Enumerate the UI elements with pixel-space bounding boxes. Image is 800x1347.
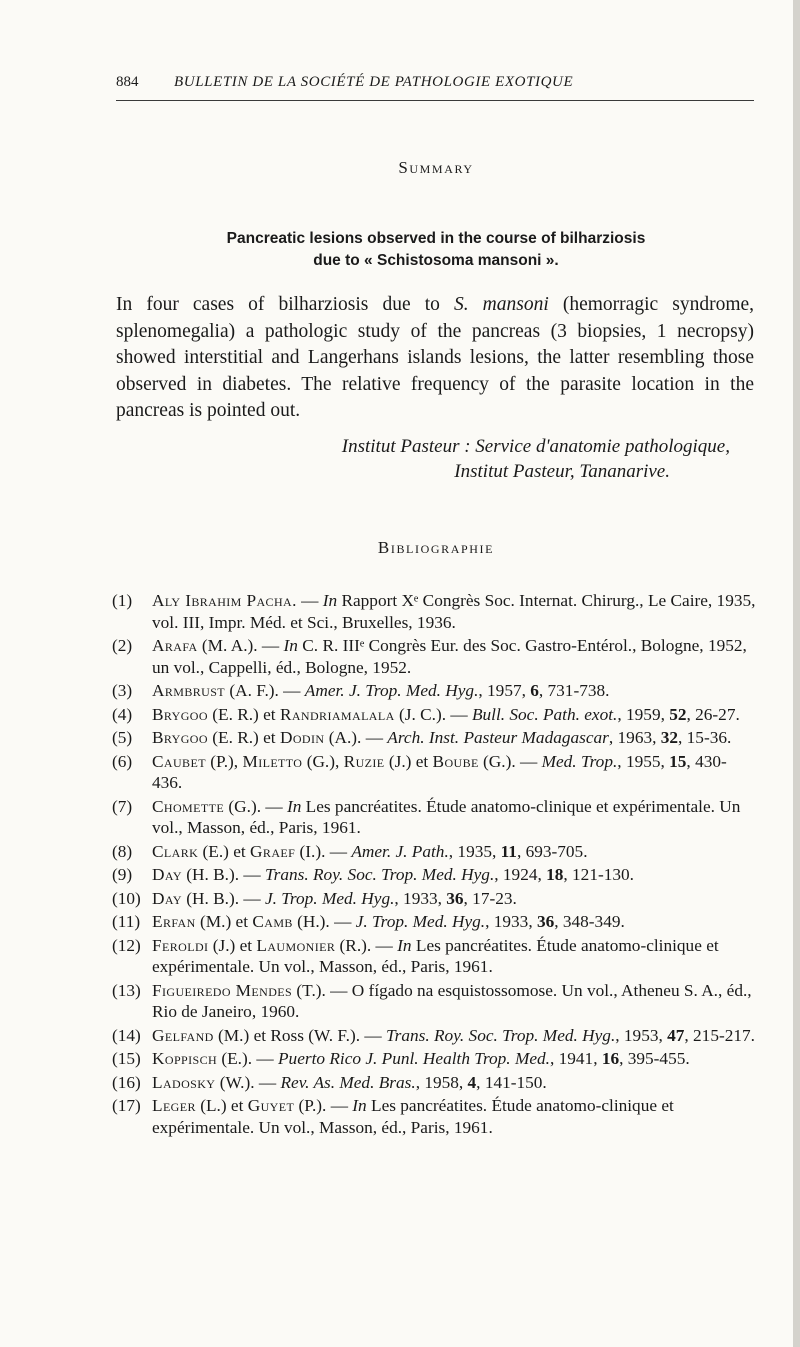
- ref-text: (P.). —: [294, 1096, 353, 1115]
- ref-text: , 121-130.: [563, 865, 634, 884]
- reference-item: [112, 680, 756, 702]
- ref-author: Ruzie: [343, 751, 385, 771]
- ref-text: (H. B.). —: [181, 865, 265, 884]
- ref-journal: Bull. Soc. Path. exot.: [471, 704, 618, 724]
- reference-item: [112, 888, 756, 910]
- affiliation: [116, 434, 754, 484]
- ref-text: , 1955,: [617, 751, 670, 771]
- ref-text: , 15-36.: [678, 728, 732, 747]
- ref-text: , 430-436.: [152, 751, 727, 792]
- reference-number: (6): [112, 751, 133, 771]
- ref-volume: 36: [446, 888, 464, 908]
- ref-text: (R.). —: [335, 935, 398, 955]
- ref-author: Brygoo: [152, 728, 208, 747]
- ref-text: , 141-150.: [476, 1072, 547, 1092]
- ref-journal: Amer. J. Path.: [351, 841, 449, 861]
- ref-volume: 6: [530, 681, 539, 700]
- ref-text: , 348-349.: [554, 912, 625, 931]
- reference-number: (13): [112, 980, 141, 1000]
- ref-text: Les pancréatites. Étude anatomo-clinique et expérimentale. Un vol., Masson, éd., Paris, 1961.: [152, 935, 719, 976]
- ref-journal: Rev. As. Med. Bras.: [280, 1072, 416, 1092]
- ref-volume: 16: [601, 1049, 620, 1068]
- ref-text: Les pancréatites. Étude anatomo-clinique et expérimentale. Un vol., Masson, éd., Paris, 1961.: [152, 796, 741, 837]
- reference-number: (10): [112, 888, 141, 908]
- ref-text: , 1959,: [617, 704, 670, 724]
- ref-volume: 11: [500, 841, 517, 861]
- ref-text: , 1957,: [478, 681, 531, 700]
- ref-author: Guyet: [247, 1096, 295, 1115]
- reference-number: (1): [112, 591, 133, 610]
- ref-author: Brygoo: [152, 704, 208, 724]
- ref-text: (J.) et: [384, 751, 433, 771]
- page-number: 884: [116, 74, 139, 90]
- ref-author: Camb: [252, 912, 293, 931]
- ref-text: , 395-455.: [619, 1049, 690, 1068]
- reference-number: (8): [112, 841, 133, 861]
- ref-text: , 731-738.: [538, 681, 610, 700]
- reference-item: [112, 704, 756, 726]
- ref-text: (E.) et: [198, 841, 251, 861]
- summary-title-line-1: Pancreatic lesions observed in the course of bilharziosis: [226, 230, 646, 247]
- ref-text: (A.). —: [324, 728, 388, 747]
- ref-text: —: [296, 591, 323, 610]
- ref-text: , 1941,: [549, 1049, 602, 1068]
- ref-text: (J.) et: [208, 935, 257, 955]
- ref-volume: 32: [660, 728, 679, 747]
- ref-text: (W.). —: [215, 1072, 281, 1092]
- running-header: [116, 72, 756, 96]
- reference-item: [112, 980, 756, 1023]
- reference-item: [112, 751, 756, 794]
- ref-author: Caubet: [152, 751, 206, 771]
- ref-author: Erfan: [152, 912, 196, 931]
- ref-author: Laumonier: [256, 935, 336, 955]
- reference-number: (16): [112, 1072, 141, 1092]
- ref-text: (H.). —: [292, 912, 356, 931]
- ref-journal: J. Trop. Med. Hyg.: [355, 912, 486, 931]
- ref-volume: 36: [536, 912, 555, 931]
- reference-item: [112, 1095, 756, 1138]
- ref-text: (I.). —: [295, 841, 352, 861]
- ref-text: (M. A.). —: [197, 636, 284, 655]
- ref-text: (G.). —: [224, 796, 287, 816]
- reference-item: [112, 935, 756, 978]
- reference-list: [112, 590, 756, 1140]
- ref-author: Koppisch: [152, 1049, 218, 1068]
- ref-text: (M.) et Ross (W. F.). —: [213, 1025, 386, 1045]
- ref-journal: In: [286, 796, 302, 816]
- ref-volume: 4: [467, 1072, 477, 1092]
- reference-item: [112, 864, 756, 886]
- ref-journal: Arch. Inst. Pasteur Madagascar: [387, 728, 609, 747]
- ref-text: , 1933,: [394, 888, 447, 908]
- ref-journal: J. Trop. Med. Hyg.: [264, 888, 395, 908]
- reference-number: (12): [112, 935, 141, 955]
- ref-journal: Amer. J. Trop. Med. Hyg.: [304, 681, 479, 700]
- reference-number: (15): [112, 1049, 141, 1068]
- ref-text: (H. B.). —: [181, 888, 265, 908]
- ref-text: (G.). —: [478, 751, 542, 771]
- ref-author: Clark: [152, 841, 199, 861]
- ref-author: Randriamalala: [279, 704, 395, 724]
- ref-text: (G.),: [302, 751, 344, 771]
- ref-text: (A. F.). —: [225, 681, 305, 700]
- reference-number: (9): [112, 865, 133, 884]
- reference-number: (5): [112, 728, 133, 747]
- ref-text: , 1958,: [415, 1072, 468, 1092]
- reference-number: (11): [112, 912, 141, 931]
- ref-text: , 1963,: [608, 728, 661, 747]
- ref-text: (T.). — O fígado na esquistossomose. Un vol., Atheneu S. A., éd., Rio de Janeiro, 1960.: [152, 980, 752, 1021]
- ref-author: Day: [152, 888, 182, 908]
- ref-author: Aly Ibrahim Pacha.: [152, 591, 297, 610]
- ref-text: (E. R.) et: [207, 728, 280, 747]
- ref-text: (M.) et: [195, 912, 253, 931]
- ref-author: Armbrust: [152, 681, 226, 700]
- summary-title: [116, 228, 756, 272]
- reference-number: (3): [112, 681, 133, 700]
- ref-journal: Trans. Roy. Soc. Trop. Med. Hyg.: [264, 865, 495, 884]
- abstract-species: S. mansoni: [453, 294, 549, 315]
- reference-item: [112, 841, 756, 863]
- reference-item: [112, 727, 756, 749]
- ref-text: Les pancréatites. Étude anatomo-clinique et expérimentale. Un vol., Masson, éd., Paris, 1961.: [152, 1096, 674, 1137]
- summary-title-line-2: due to « Schistosoma mansoni ».: [313, 252, 559, 269]
- ref-text: (P.),: [205, 751, 243, 771]
- ref-text: (E. R.) et: [207, 704, 280, 724]
- ref-author: Dodin: [279, 728, 325, 747]
- header-rule: [116, 100, 754, 101]
- summary-heading: Summary: [398, 158, 474, 177]
- ref-text: , 17-23.: [463, 888, 517, 908]
- reference-item: [112, 1025, 756, 1047]
- reference-number: (7): [112, 796, 133, 816]
- ref-author: Arafa: [152, 636, 198, 655]
- ref-volume: 18: [546, 865, 564, 884]
- ref-journal: Med. Trop.: [541, 751, 618, 771]
- ref-journal: Puerto Rico J. Punl. Health Trop. Med.: [278, 1049, 550, 1068]
- ref-text: , 1933,: [485, 912, 537, 931]
- reference-item: [112, 1048, 756, 1070]
- reference-item: [112, 1072, 756, 1094]
- reference-item: [112, 635, 756, 678]
- ref-volume: 15: [669, 751, 687, 771]
- ref-text: , 1924,: [494, 865, 547, 884]
- reference-number: (14): [112, 1025, 141, 1045]
- ref-text: Rapport Xᵉ Congrès Soc. Internat. Chirurg., Le Caire, 1935, vol. III, Impr. Méd. et Sci., Bruxelles, 1936.: [152, 591, 756, 632]
- bibliography-heading: Bibliographie: [377, 538, 495, 557]
- ref-text: , 26-27.: [686, 704, 740, 724]
- ref-volume: 52: [669, 704, 687, 724]
- ref-author: Gelfand: [152, 1025, 214, 1045]
- reference-item: [112, 911, 756, 933]
- ref-volume: 47: [667, 1025, 685, 1045]
- reference-number: (2): [112, 636, 133, 655]
- ref-author: Leger: [152, 1096, 196, 1115]
- ref-author: Figueiredo Mendes: [152, 980, 293, 1000]
- ref-journal: In: [322, 591, 338, 610]
- ref-text: C. R. IIIᵉ Congrès Eur. des Soc. Gastro-Entérol., Bologne, 1952, un vol., Cappelli, éd., Bologne, 1952.: [152, 636, 747, 677]
- ref-author: Feroldi: [152, 935, 209, 955]
- journal-title: BULLETIN DE LA SOCIÉTÉ DE PATHOLOGIE EXOTIQUE: [174, 74, 574, 90]
- abstract-text-post: (hemorragic syndrome, splenomegalia) a pathologic study of the pancreas (3 biopsies, 1 necropsy) showed interstitial and Langerhans islands lesions, the latter resembling those observed in diabetes. The relative frequency of the parasite location in the pancreas is pointed out.: [116, 294, 755, 421]
- ref-journal: In: [397, 935, 412, 955]
- ref-text: , 1953,: [615, 1025, 668, 1045]
- ref-journal: In: [283, 636, 298, 655]
- page-edge: [793, 0, 800, 1347]
- ref-text: (J. C.). —: [394, 704, 472, 724]
- ref-text: , 1935,: [448, 841, 501, 861]
- ref-journal: In: [352, 1096, 367, 1115]
- ref-author: Graef: [250, 841, 296, 861]
- reference-number: (17): [112, 1096, 141, 1115]
- ref-author: Day: [152, 865, 182, 884]
- ref-text: , 215-217.: [684, 1025, 755, 1045]
- ref-author: Boube: [432, 751, 479, 771]
- reference-number: (4): [112, 704, 133, 724]
- ref-author: Miletto: [242, 751, 303, 771]
- ref-journal: Trans. Roy. Soc. Trop. Med. Hyg.: [385, 1025, 616, 1045]
- abstract-paragraph: [116, 292, 754, 425]
- ref-text: (E.). —: [217, 1049, 278, 1068]
- affiliation-line-1: Institut Pasteur : Service d'anatomie pathologique,: [341, 436, 730, 457]
- affiliation-line-2: Institut Pasteur, Tananarive.: [454, 461, 670, 482]
- reference-item: [112, 590, 756, 633]
- abstract-text-pre: In four cases of bilharziosis due to: [116, 294, 454, 315]
- ref-text: (L.) et: [195, 1096, 248, 1115]
- ref-text: , 693-705.: [516, 841, 588, 861]
- ref-author: Chomette: [152, 796, 225, 816]
- ref-author: Ladosky: [152, 1072, 216, 1092]
- reference-item: [112, 796, 756, 839]
